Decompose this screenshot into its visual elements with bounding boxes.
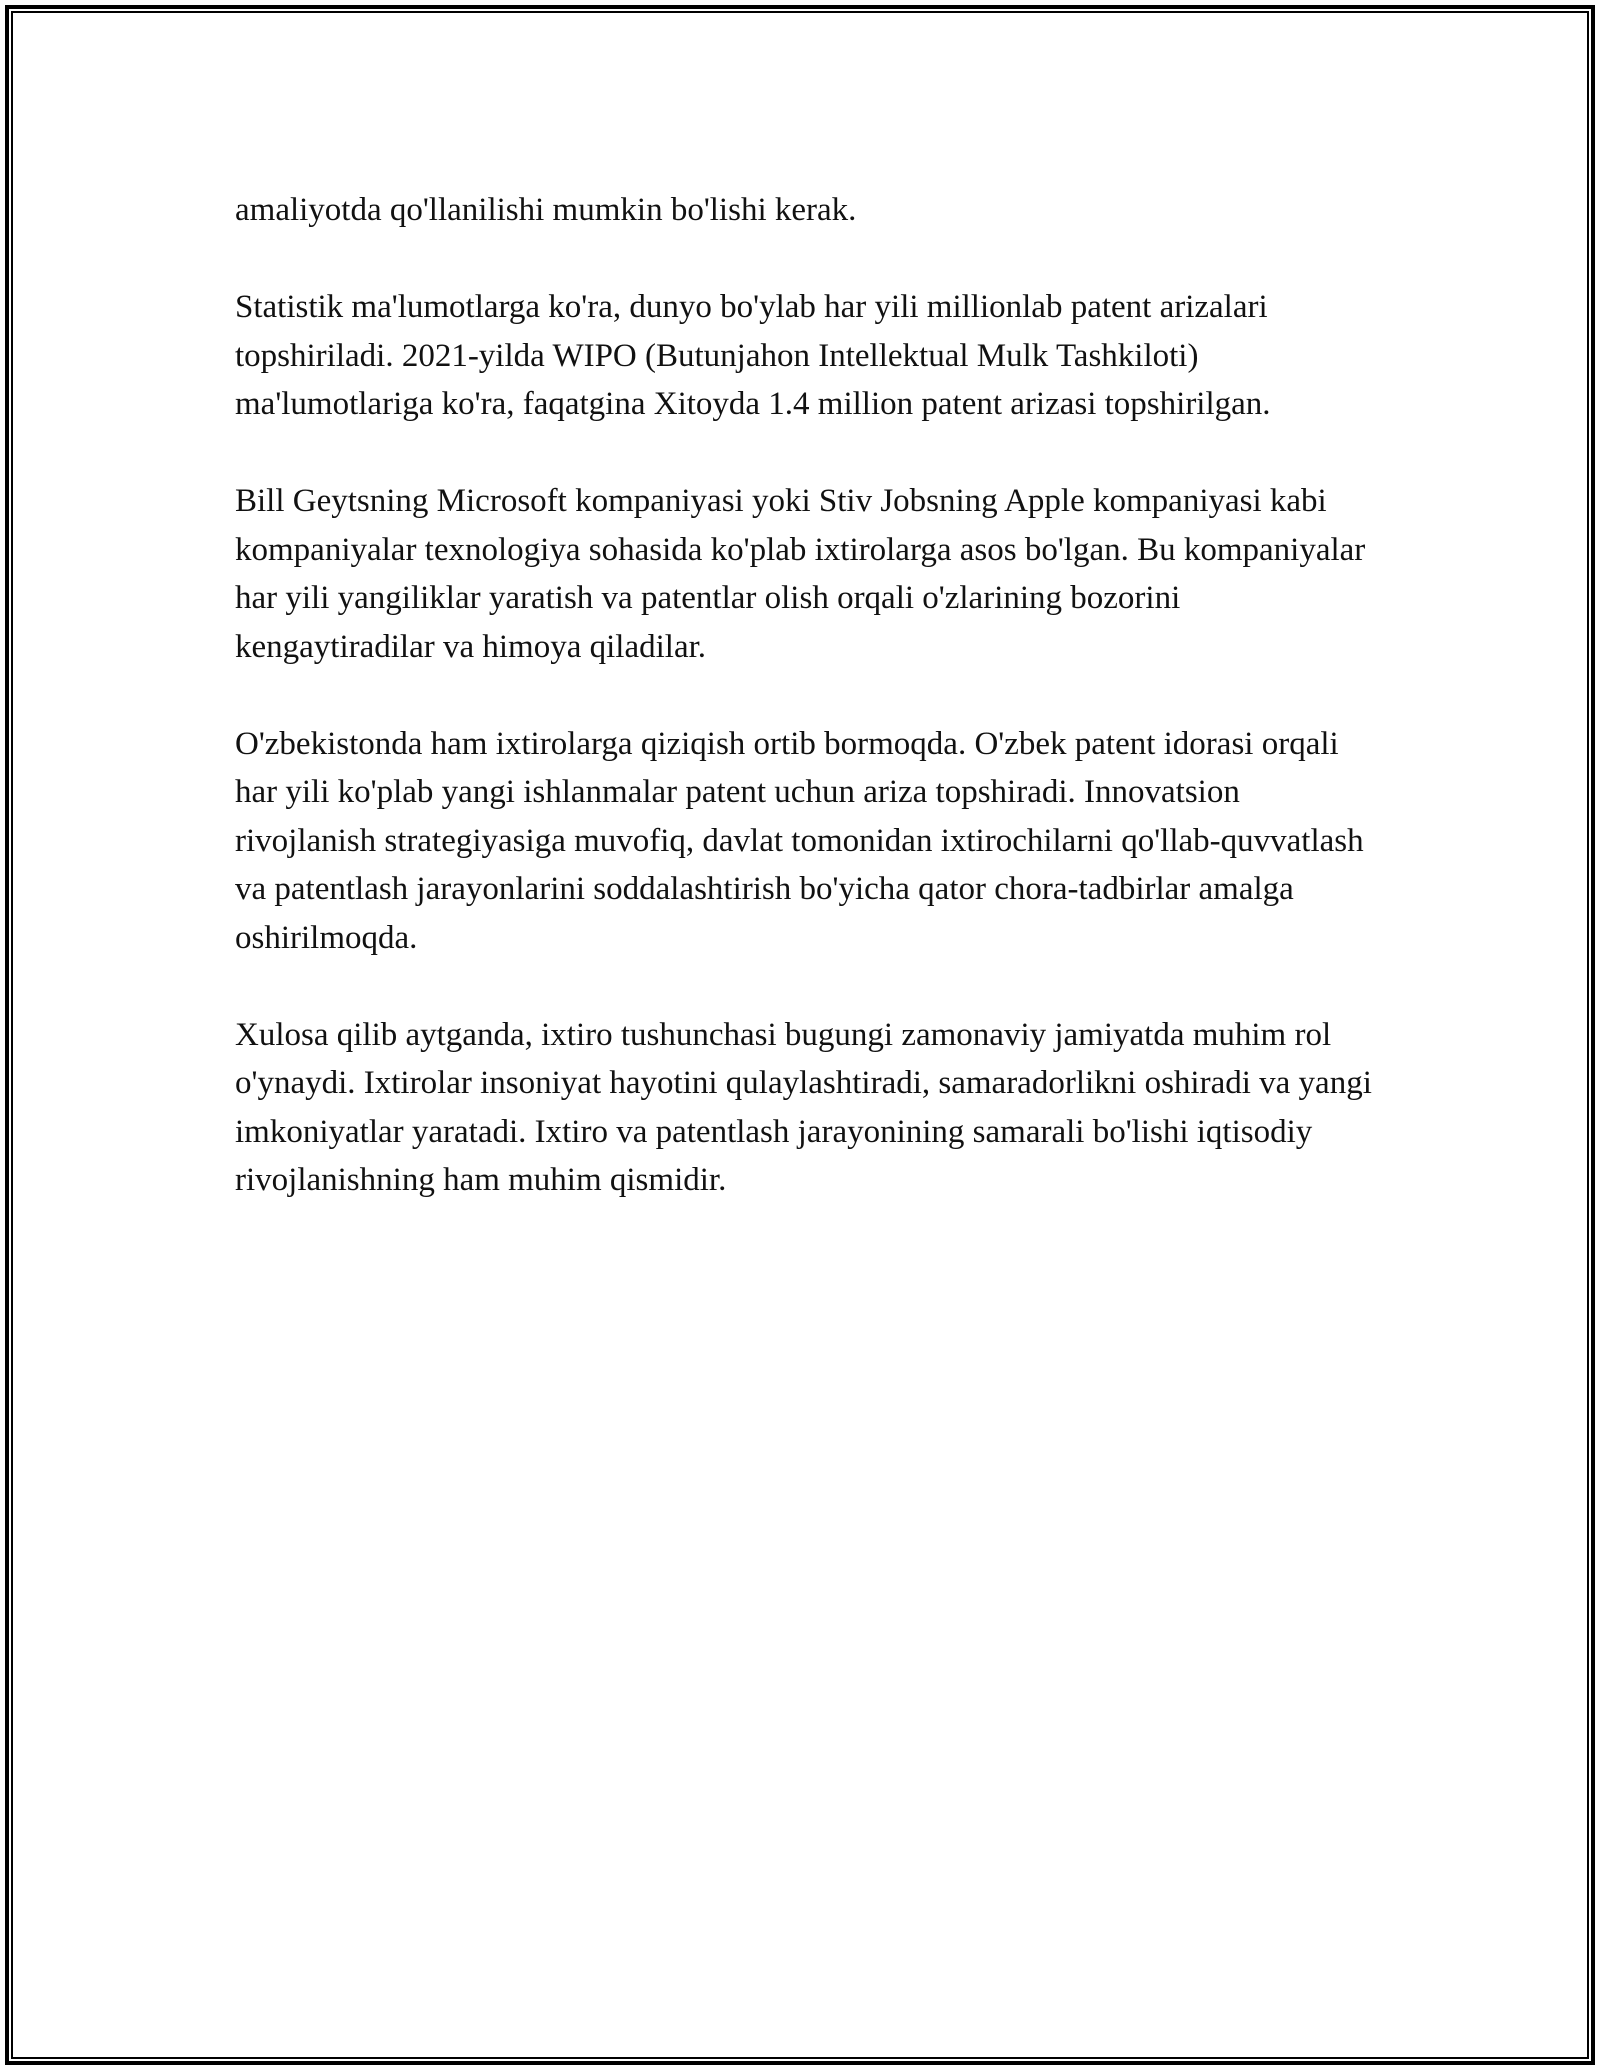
- paragraph-companies: Bill Geytsning Microsoft kompaniyasi yoki Stiv Jobsning Apple kompaniyasi kabi kompaniyalar texnologiya sohasida ko'plab ixtirolarga asos bo'lgan. Bu kompaniyalar har yili yangiliklar yaratish va patentlar olish orqali o'zlarining bozorini kengaytiradilar va himoya qiladilar.: [235, 483, 1366, 665]
- paragraph-conclusion: Xulosa qilib aytganda, ixtiro tushunchasi bugungi zamonaviy jamiyatda muhim rol o'ynaydi. Ixtirolar insoniyat hayotini qulaylashtiradi, samaradorlikni oshiradi va yangi imkoniyatlar yaratadi. Ixtiro va patentlash jarayonining samarali bo'lishi iqtisodiy rivojlanishning ham muhim qismidir.: [235, 1016, 1372, 1198]
- paragraph-uzbekistan: O'zbekistonda ham ixtirolarga qiziqish ortib bormoqda. O'zbek patent idorasi orqali har yili ko'plab yangi ishlanmalar patent uchun ariza topshiradi. Innovatsion rivojlanish strategiyasiga muvofiq, davlat tomonidan ixtirochilarni qo'llab-quvvatlash va patentlash jarayonlarini soddalashtirish bo'yicha qator chora-tadbirlar amalga oshirilmoqda.: [235, 725, 1364, 956]
- document-body: [235, 186, 1375, 1253]
- paragraph-statistics: Statistik ma'lumotlarga ko'ra, dunyo bo'ylab har yili millionlab patent arizalari topshiriladi. 2021-yilda WIPO (Butunjahon Intellektual Mulk Tashkiloti) ma'lumotlariga ko'ra, faqatgina Xitoyda 1.4 million patent arizasi topshirilgan.: [235, 289, 1271, 422]
- paragraph-continuation: amaliyotda qo'llanilishi mumkin bo'lishi kerak.: [235, 192, 857, 228]
